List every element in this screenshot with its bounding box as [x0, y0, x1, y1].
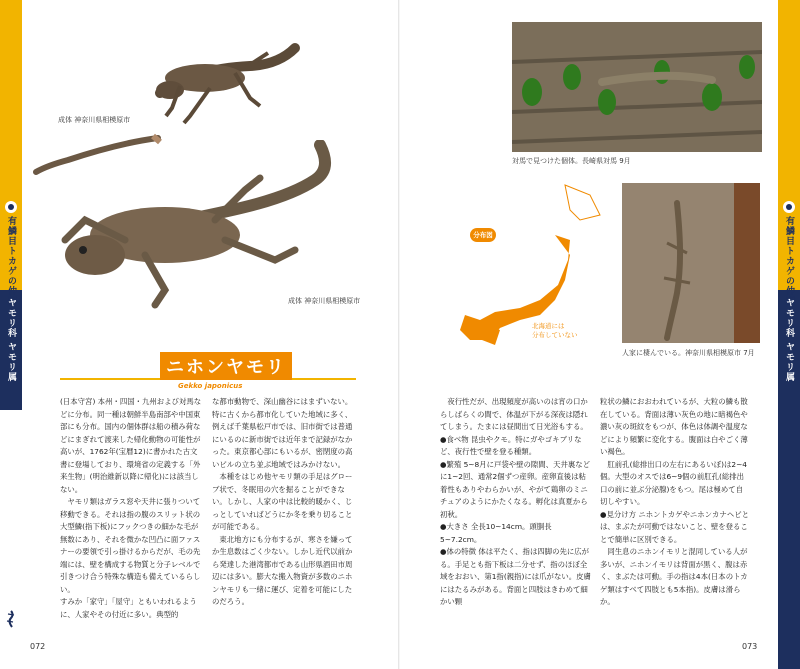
gecko-icon	[4, 610, 18, 628]
gecko-tree-photo	[512, 22, 762, 152]
paragraph: な都市動物で、深山幽谷にはまずいない。特に古くから都市化していた地域に多く、例えば千葉県松戸市では、旧市街では普通にいるのに新市街では近年まで記録がなかった。東京都心部にもいるが、密閉度の高いビルの立ち並ぶ地域ではみかけない。	[212, 397, 353, 469]
paragraph: ●大きさ 全長10~14cm。頭胴長5~7.2cm。	[440, 522, 552, 544]
paragraph: 同生息のニホンイモリと混同している人が多いが、ニホンイモリは背面が黒く、腹は赤く、まぶたは可動。手の指は4本(日本のトカゲ類はすべて四肢とも5本指)。皮膚は滑らか。	[600, 547, 748, 606]
paragraph: すみか「家守」「屋守」ともいわれるように、人家やその付近に多い。典型的	[60, 597, 197, 619]
tab-family-label: ヤモリ科 ヤモリ属	[6, 298, 16, 383]
tab-category-label: 有鱗目トカゲの仲間	[6, 216, 16, 306]
paragraph: ●繁殖 5~8月に戸袋や壁の隙間、天井裏などに1~2回、通常2個ずつ産卵。産卵直後は粘着性もありやわらかいが、やがて鶏卵のミニチュアのようにかたくなる。孵化は真夏から初秋。	[440, 459, 591, 519]
paragraph: 夜行性だが、出現頻度が高いのは宵の口からしばらくの間で、体温が下がる深夜は隠れてしまう。たまには昼間出て日光浴もする。	[440, 397, 588, 431]
caption-main-photo: 成体 神奈川県相模原市	[288, 297, 361, 305]
right-body-col2	[600, 396, 750, 609]
left-body-col1	[60, 396, 202, 621]
right-side-tab	[778, 0, 800, 669]
right-body-col1	[440, 396, 592, 609]
distribution-map	[440, 180, 620, 355]
paragraph: ●食べ物 昆虫やクモ。特にガやゴキブリなど、夜行性で壁を登る種類。	[440, 434, 582, 456]
caption-wall-photo: 人家に棲んでいる。神奈川県相模原市 7月	[622, 349, 755, 357]
gecko-wall-photo	[622, 183, 760, 343]
paragraph: ●見分け方 ニホントカゲやニホンカナヘビとは、まぶたが可動ではないこと、壁を登ることで簡単に区別できる。	[600, 509, 749, 544]
species-title: ニホンヤモリ	[160, 352, 292, 380]
paragraph: 東北地方にも分布するが、寒さを嫌ってか生息数はごく少ない。しかし近代以前から発達した港湾都市である山形県酒田市周辺には多い。膨大な搬入物資が多数のニホンヤモリも一緒に運び、定着を可能にしたのだろう。	[212, 534, 353, 606]
paragraph: ●体の特徴 体は平たく、指は四脚の先に広がる。手足とも指下板は二分せず、指のほぼ全域をおおい、第1指(親指)には爪がない。皮膚にはたるみがある。背面と四肢はきわめて細かい顆	[440, 547, 591, 606]
paragraph: 肛前孔(総排出口の左右にあるいぼ)は2~4個。大型のオスでは6~9個の前肛孔(総排出口の前に並ぶ分泌腺)をもつ。尾は極めて自切しやすい。	[600, 459, 748, 506]
paragraph: 粒状の鱗におおわれているが、大粒の鱗も散在している。背面は薄い灰色の地に暗褐色や濃い灰の斑紋をもつが、体色は体調や温度などにより頻繁に変化する。腹面は白やごく薄い褐色。	[600, 397, 748, 456]
paragraph: 本種をはじめ他ヤモリ類の手足はグローブ状で、冬眠用の穴を掘ることができない。しかし、人家の中は比較的暖かく、じっとしていればどうにか冬を乗り切ることが可能である。	[212, 472, 353, 531]
tab-category-label: 有鱗目トカゲの仲間	[784, 216, 794, 306]
page-number-left: 072	[30, 642, 46, 651]
gecko-photo-top	[150, 38, 300, 128]
map-legend-badge: 分布図	[470, 228, 496, 242]
tab-family-label: ヤモリ科 ヤモリ属	[784, 298, 794, 383]
category-badge-icon	[4, 198, 18, 216]
gecko-photo-main	[55, 140, 360, 315]
caption-top-photo: 成体 神奈川県相模原市	[58, 116, 131, 124]
paragraph: (日本守宮) 本州・四国・九州および対馬などに分布。同一種は朝鮮半島南部や中国東部にも分布。国内の個体群は船の積み荷などにまぎれて渡来した帰化動物の可能性が高いが、1762年(宝暦12)に書かれた古文書に登場しており、環境省の定義する「外来生物」(明治維新以降に帰化)には該当しない。	[60, 397, 202, 494]
right-page	[400, 0, 800, 669]
paragraph: ヤモリ類はガラス窓や天井に張りついて移動できる。それは指の腹のスリット状の大型鱗(指下板)にフックつきの細かな毛が無数にあり、それを微かな凹凸に面ファスナーの要領で引っ掛けるからだが、毛の先端には、壁を構成する物質と分子レベルで引きつけ合う特殊な構造も備えているらしい。	[60, 497, 201, 594]
left-body-col2	[212, 396, 354, 609]
caption-tree-photo: 対馬で見つけた個体。長崎県対馬 9月	[512, 157, 631, 165]
left-side-tab	[0, 0, 22, 669]
page-number-right: 073	[742, 642, 758, 651]
category-badge-icon	[782, 198, 796, 216]
map-note: 北海道には 分布していない	[532, 322, 578, 339]
species-scientific-name: Gekko japonicus	[178, 382, 243, 390]
